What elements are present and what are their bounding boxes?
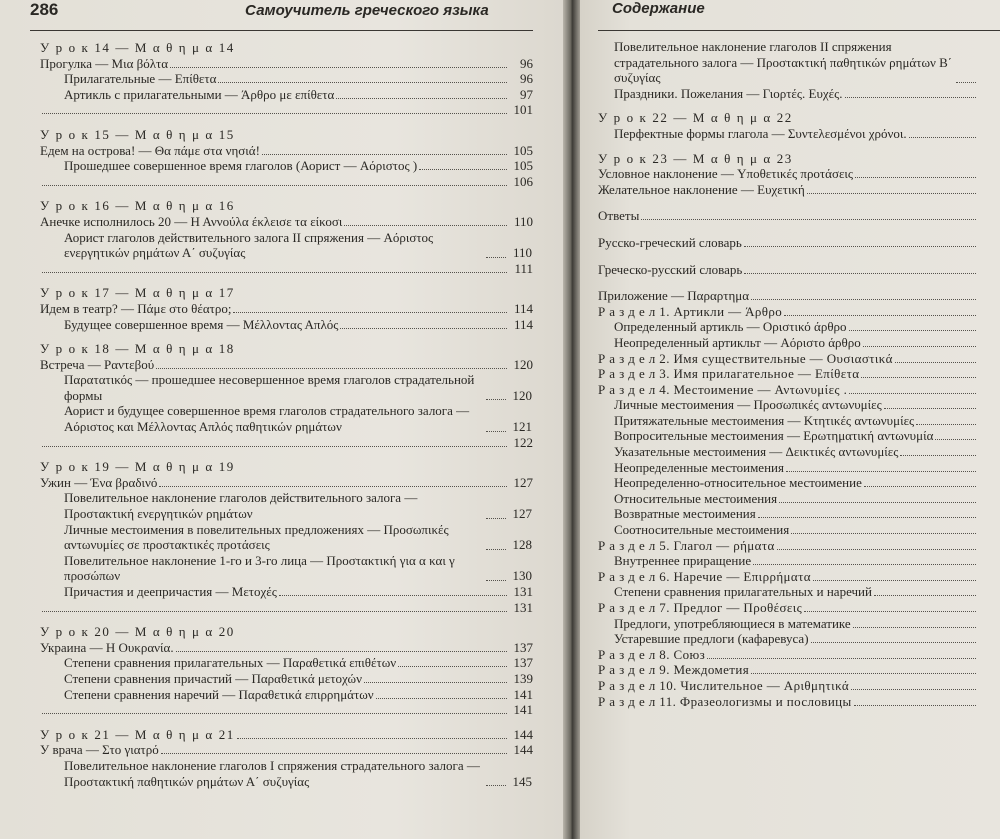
toc-entry <box>40 301 533 317</box>
dot-leader <box>486 399 506 400</box>
toc-entry-title: Παρατατικός — прошедшее несовершенное время глаголов страдательной формы <box>64 372 475 403</box>
dot-leader <box>751 673 976 674</box>
toc-entry <box>598 351 1000 367</box>
dot-leader <box>233 312 507 313</box>
toc-entry-title: У р о к 23 — Μ α θ η μ α 23 <box>598 150 793 166</box>
toc-entry-title: Возвратные местоимения <box>614 506 756 522</box>
toc-entry-title: Степени сравнения прилагательных и наречий <box>614 584 872 600</box>
toc-entry-title: Относительные местоимения <box>614 490 778 506</box>
dot-leader <box>42 713 507 714</box>
dot-leader <box>791 533 976 534</box>
right-page <box>580 0 1000 839</box>
toc-entry-page: 105 <box>513 158 533 174</box>
toc-entry <box>598 569 1000 585</box>
toc-entry-title: Причастия и деепричастия — Μετοχές <box>64 584 277 599</box>
toc-entry-page: 144 <box>513 726 533 742</box>
toc-entry <box>40 655 533 671</box>
dot-leader <box>751 299 976 300</box>
toc-entry-title: Устаревшие предлоги (кафаревуса) <box>614 631 809 647</box>
toc-entry-title: Встреча — Ραντεβού <box>40 356 155 372</box>
toc-entry <box>598 110 1000 126</box>
toc-entry <box>40 174 533 190</box>
toc-entry-page: 114 <box>513 316 533 332</box>
dot-leader <box>864 486 976 487</box>
toc-entry-title: Неопределенный артикльт — Αόριστο άρθρο <box>614 334 861 350</box>
toc-entry-title: Прошедшее совершенное время глаголов (Аорист — Αόριστος ) <box>64 158 418 174</box>
toc-entry-title: Прилагательные — Επίθετα <box>64 71 217 87</box>
dot-leader <box>161 753 507 754</box>
dot-leader <box>777 549 976 550</box>
toc-entry-title: Указательные местоимения — Δεικτικές αντωνυμίες <box>614 444 899 460</box>
dot-leader <box>336 98 507 99</box>
toc-entry <box>598 166 1000 182</box>
toc-entry <box>598 182 1000 198</box>
toc-entry <box>40 687 533 703</box>
toc-entry-page: 114 <box>513 300 533 316</box>
dot-leader <box>419 169 507 170</box>
toc-entry <box>40 459 533 475</box>
toc-entry <box>40 624 533 640</box>
toc-entry <box>598 662 1000 678</box>
toc-entry-title: Вопросительные местоимения — Ερωτηματική αντωνυμία <box>614 428 934 444</box>
toc-entry <box>40 341 533 357</box>
dot-leader <box>344 225 507 226</box>
dot-leader <box>486 518 506 519</box>
dot-leader <box>42 272 507 273</box>
contents-title: Содержание <box>612 0 705 17</box>
toc-entry <box>40 490 533 521</box>
toc-entry-page: 120 <box>512 387 532 403</box>
toc-entry-title: Повелительное наклонение глаголов I спряжения страдательного залога — Προστακτική παθητικών ρημάτων Α΄ συζυγίας <box>64 757 480 789</box>
dot-leader <box>874 595 976 596</box>
toc-entry <box>40 702 533 718</box>
toc-entry-title: У р о к 18 — Μ α θ η μ α 18 <box>40 341 235 357</box>
toc-entry-title: Определенный артикль — Οριστικό άρθρο <box>614 319 847 335</box>
dot-leader <box>376 698 507 699</box>
dot-leader <box>279 595 507 596</box>
toc-entry-title: У р о к 17 — Μ α θ η μ α 17 <box>40 285 235 301</box>
toc-entry <box>40 600 533 616</box>
toc-entry-title: Артикль с прилагательными — Άρθρο με επίθετα <box>64 86 335 102</box>
dot-leader <box>851 689 976 690</box>
toc-entry <box>598 647 1000 663</box>
dot-leader <box>218 82 507 83</box>
toc-entry <box>40 357 533 373</box>
toc-entry-title: У р о к 15 — Μ α θ η μ α 15 <box>40 126 235 142</box>
toc-entry-page: 131 <box>513 599 533 615</box>
toc-entry-title: Неопределенно-относительное местоимение <box>614 475 862 491</box>
toc-entry-page: 141 <box>513 686 533 702</box>
dot-leader <box>916 424 976 425</box>
toc-entry <box>598 538 1000 554</box>
toc-entry-title: Приложение — Παραρτημα <box>598 288 750 304</box>
right-running-head <box>598 0 1000 31</box>
toc-entry-page: 144 <box>513 742 533 758</box>
toc-entry-title: Едем на острова! — Θα πάμε στα νησιά! <box>40 142 260 158</box>
toc-entry <box>40 214 533 230</box>
toc-entry-title: Условное наклонение — Υποθετικές προτάσεις <box>598 166 854 182</box>
toc-entry-title: У р о к 20 — Μ α θ η μ α 20 <box>40 624 235 640</box>
dot-leader <box>340 328 507 329</box>
page-number: 286 <box>30 0 59 19</box>
toc-entry-title: У р о к 16 — Μ α θ η μ α 16 <box>40 198 235 214</box>
toc-entry-title: У р о к 22 — Μ α θ η μ α 22 <box>598 110 793 126</box>
toc-entry-title: Личные местоимения — Προσωπικές αντωνυμίες <box>614 397 882 413</box>
toc-entry-title: У р о к 21 — Μ α θ η μ α 21 <box>40 726 235 742</box>
toc-entry-title: Русско-греческий словарь <box>598 234 742 250</box>
toc-entry-page: 127 <box>512 506 532 522</box>
toc-entry-title: Перфектные формы глагола — Συντελεσμένοι χρόνοι. <box>614 125 907 141</box>
toc-entry-page: 101 <box>513 102 533 118</box>
dot-leader <box>707 658 976 659</box>
toc-entry <box>40 435 533 451</box>
toc-entry <box>40 671 533 687</box>
dot-leader <box>855 177 976 178</box>
toc-entry <box>598 506 1000 522</box>
toc-entry <box>598 262 1000 278</box>
toc-entry-page: 128 <box>512 537 532 553</box>
toc-entry-title: Повелительное наклонение глаголов II спряжения страдательного залога — Προστακτική παθητικών ρημάτων Β΄ συζυγίας <box>614 39 953 86</box>
toc-entry-title: У р о к 19 — Μ α θ η μ α 19 <box>40 459 235 475</box>
dot-leader <box>486 257 506 258</box>
toc-entry <box>598 235 1000 251</box>
toc-entry <box>598 460 1000 476</box>
dot-leader <box>486 580 506 581</box>
toc-entry-title: Повелительное наклонение глаголов действительного залога — Προστακτική ενεργητικών ρημάτων <box>64 490 418 522</box>
toc-entry-title: Р а з д е л 3. Имя прилагательное — Επίθετα <box>598 366 860 382</box>
toc-entry-title: Р а з д е л 7. Предлог — Προθέσεις <box>598 600 803 615</box>
dot-leader <box>42 185 507 186</box>
toc-entry <box>40 71 533 87</box>
dot-leader <box>786 471 976 472</box>
dot-leader <box>170 67 507 68</box>
dot-leader <box>364 682 507 683</box>
dot-leader <box>849 330 976 331</box>
toc-entry-page: 106 <box>513 173 533 189</box>
dot-leader <box>758 517 976 518</box>
book-title: Самоучитель греческого языка <box>245 2 489 19</box>
toc-entry-page: 97 <box>520 86 533 102</box>
toc-entry <box>40 372 533 403</box>
dot-leader <box>900 455 976 456</box>
left-toc-list <box>40 40 533 789</box>
toc-entry-title: Будущее совершенное время — Μέλλοντας Απλός <box>64 316 339 332</box>
toc-entry-page: 110 <box>513 213 533 229</box>
dot-leader <box>176 651 507 652</box>
dot-leader <box>42 113 507 114</box>
toc-entry-title: Прогулка — Μια βόλτα <box>40 55 169 71</box>
toc-entry <box>598 397 1000 413</box>
toc-entry <box>598 600 1000 616</box>
toc-entry <box>598 616 1000 632</box>
dot-leader <box>486 431 506 432</box>
dot-leader <box>807 193 976 194</box>
toc-entry-title: У врача — Στο γιατρό <box>40 742 159 758</box>
dot-leader <box>42 611 507 612</box>
toc-entry-title: Ответы <box>598 208 640 224</box>
toc-entry-title: Желательное наклонение — Ευχετική <box>598 181 805 197</box>
toc-entry <box>598 382 1000 398</box>
toc-entry-title: Р а з д е л 5. Глагол — ρήματα <box>598 537 775 553</box>
toc-entry <box>598 428 1000 444</box>
toc-entry-page: 127 <box>513 474 533 490</box>
toc-entry-page: 96 <box>520 55 533 71</box>
dot-leader <box>853 627 976 628</box>
toc-entry <box>40 403 533 434</box>
toc-entry <box>40 230 533 261</box>
dot-leader <box>811 642 976 643</box>
dot-leader <box>156 368 507 369</box>
toc-entry-page: 121 <box>512 419 532 435</box>
dot-leader <box>895 362 976 363</box>
dot-leader <box>861 377 976 378</box>
toc-entry-page: 111 <box>514 260 533 276</box>
toc-entry <box>598 208 1000 224</box>
toc-entry <box>598 491 1000 507</box>
toc-entry <box>598 151 1000 167</box>
toc-entry-title: Аорист и будущее совершенное время глаголов страдательного залога — Αόριστος και Μέλλοντας Απλός παθητικών ρημάτων <box>64 403 470 435</box>
dot-leader <box>486 549 506 550</box>
toc-entry-title: Идем в театр? — Πάμε στο θέατρο; <box>40 300 232 316</box>
toc-entry <box>598 678 1000 694</box>
toc-entry-title: Повелительное наклонение 1-го и 3-го лица — Προστακτική για α και γ προσώπων <box>64 552 455 584</box>
toc-entry-title: Греческо-русский словарь <box>598 261 743 277</box>
toc-entry <box>40 285 533 301</box>
dot-leader <box>849 393 976 394</box>
toc-entry-title: У р о к 14 — Μ α θ η μ α 14 <box>40 40 235 55</box>
toc-entry-title: Р а з д е л 8. Союз <box>598 646 706 662</box>
dot-leader <box>935 439 976 440</box>
toc-entry <box>40 727 533 743</box>
dot-leader <box>784 315 976 316</box>
right-toc-list <box>598 39 1000 709</box>
toc-entry <box>598 304 1000 320</box>
toc-entry <box>40 143 533 159</box>
toc-entry-title: Праздники. Пожелания — Γιορτές. Ευχές. <box>614 85 843 101</box>
toc-entry <box>40 475 533 491</box>
toc-entry <box>40 742 533 758</box>
dot-leader <box>641 219 976 220</box>
toc-entry <box>40 758 533 789</box>
toc-entry <box>40 640 533 656</box>
toc-entry-title: Р а з д е л 4. Местоимение — Αντωνυμίες . <box>598 381 848 397</box>
toc-entry-title: Притяжательные местоимения — Κτητικές αντωνυμίες <box>614 412 915 428</box>
toc-entry <box>40 127 533 143</box>
toc-entry-page: 130 <box>512 568 532 584</box>
toc-entry <box>598 413 1000 429</box>
toc-entry <box>40 40 533 56</box>
toc-entry-title: Предлоги, употребляющиеся в математике <box>614 615 851 631</box>
dot-leader <box>813 580 976 581</box>
toc-entry <box>40 56 533 72</box>
dot-leader <box>398 666 507 667</box>
toc-entry <box>598 553 1000 569</box>
toc-entry-title: Степени сравнения прилагательных — Παραθετικά επιθέτων <box>64 655 397 671</box>
toc-entry-title: Р а з д е л 10. Числительное — Αριθμητικά <box>598 677 850 693</box>
dot-leader <box>779 502 976 503</box>
dot-leader <box>744 273 976 274</box>
toc-entry-title: Неопределенные местоимения <box>614 459 784 475</box>
dot-leader <box>909 137 976 138</box>
dot-leader <box>863 346 976 347</box>
toc-entry <box>40 317 533 333</box>
toc-entry <box>598 522 1000 538</box>
toc-entry <box>598 366 1000 382</box>
toc-entry-page: 105 <box>513 142 533 158</box>
toc-entry <box>40 584 533 600</box>
toc-entry <box>598 631 1000 647</box>
toc-entry-title: Соотносительные местоимения <box>614 522 790 538</box>
dot-leader <box>42 446 507 447</box>
toc-entry-title: Степени сравнения наречий — Παραθετικά επιρρημάτων <box>64 686 374 702</box>
toc-entry-title: Р а з д е л 6. Наречие — Επιρρήματα <box>598 568 811 584</box>
dot-leader <box>854 705 976 706</box>
toc-entry <box>40 158 533 174</box>
toc-entry <box>598 475 1000 491</box>
toc-entry-page: 137 <box>513 639 533 655</box>
toc-entry-page: 120 <box>513 356 533 372</box>
toc-entry <box>40 553 533 584</box>
dot-leader <box>804 611 976 612</box>
toc-entry <box>598 444 1000 460</box>
left-running-head <box>30 0 533 31</box>
toc-entry <box>598 86 1000 102</box>
toc-entry <box>40 87 533 103</box>
dot-leader <box>744 246 976 247</box>
toc-entry-title: Р а з д е л 1. Артикли — Άρθρο <box>598 303 783 319</box>
toc-entry-page: 131 <box>513 584 533 599</box>
toc-entry <box>598 39 1000 86</box>
toc-entry-title: Анечке исполнилось 20 — Η Αννούλα έκλεισε τα είκοσι <box>40 213 343 229</box>
toc-entry <box>598 288 1000 304</box>
toc-entry-title: Внутреннее приращение <box>614 553 752 569</box>
dot-leader <box>159 486 507 487</box>
dot-leader <box>753 564 976 565</box>
toc-entry-page: 145 <box>512 773 532 789</box>
toc-entry-page: 110 <box>512 245 532 261</box>
toc-entry-title: Ужин — Ένα βραδινό <box>40 474 158 490</box>
toc-entry-title: Степени сравнения причастий — Παραθετικά μετοχών <box>64 670 362 686</box>
toc-entry-title: Р а з д е л 9. Междометия <box>598 662 750 678</box>
toc-entry-page: 122 <box>513 434 533 450</box>
toc-entry <box>40 522 533 553</box>
toc-entry-title: Личные местоимения в повелительных предложениях — Προσωπικές αντωνυμίες σε προστακτικές προτάσεις <box>64 521 449 553</box>
toc-entry-title: Р а з д е л 2. Имя существительные — Ουσιαστικά <box>598 350 893 366</box>
toc-entry <box>598 126 1000 142</box>
dot-leader <box>956 82 976 83</box>
toc-entry <box>40 102 533 118</box>
dot-leader <box>884 408 976 409</box>
dot-leader <box>237 738 507 739</box>
toc-entry <box>598 319 1000 335</box>
dot-leader <box>262 154 507 155</box>
toc-entry-page: 141 <box>513 702 533 718</box>
toc-entry-page: 139 <box>513 670 533 686</box>
toc-entry-title: Аорист глаголов действительного залога II спряжения — Αόριστος ενεργητικών ρημάτων Α΄ συζυγίας <box>64 229 434 261</box>
toc-entry-page: 137 <box>513 655 533 671</box>
toc-entry-page: 96 <box>520 71 533 87</box>
toc-entry-title: Украина — Η Ουκρανία. <box>40 639 174 655</box>
toc-entry <box>40 198 533 214</box>
toc-entry <box>598 694 1000 710</box>
toc-entry <box>598 584 1000 600</box>
book-gutter <box>563 0 580 839</box>
toc-entry <box>598 335 1000 351</box>
dot-leader <box>845 97 976 98</box>
toc-entry-title: Р а з д е л 11. Фразеологизмы и пословицы <box>598 693 852 709</box>
dot-leader <box>486 785 506 786</box>
toc-entry <box>40 261 533 277</box>
